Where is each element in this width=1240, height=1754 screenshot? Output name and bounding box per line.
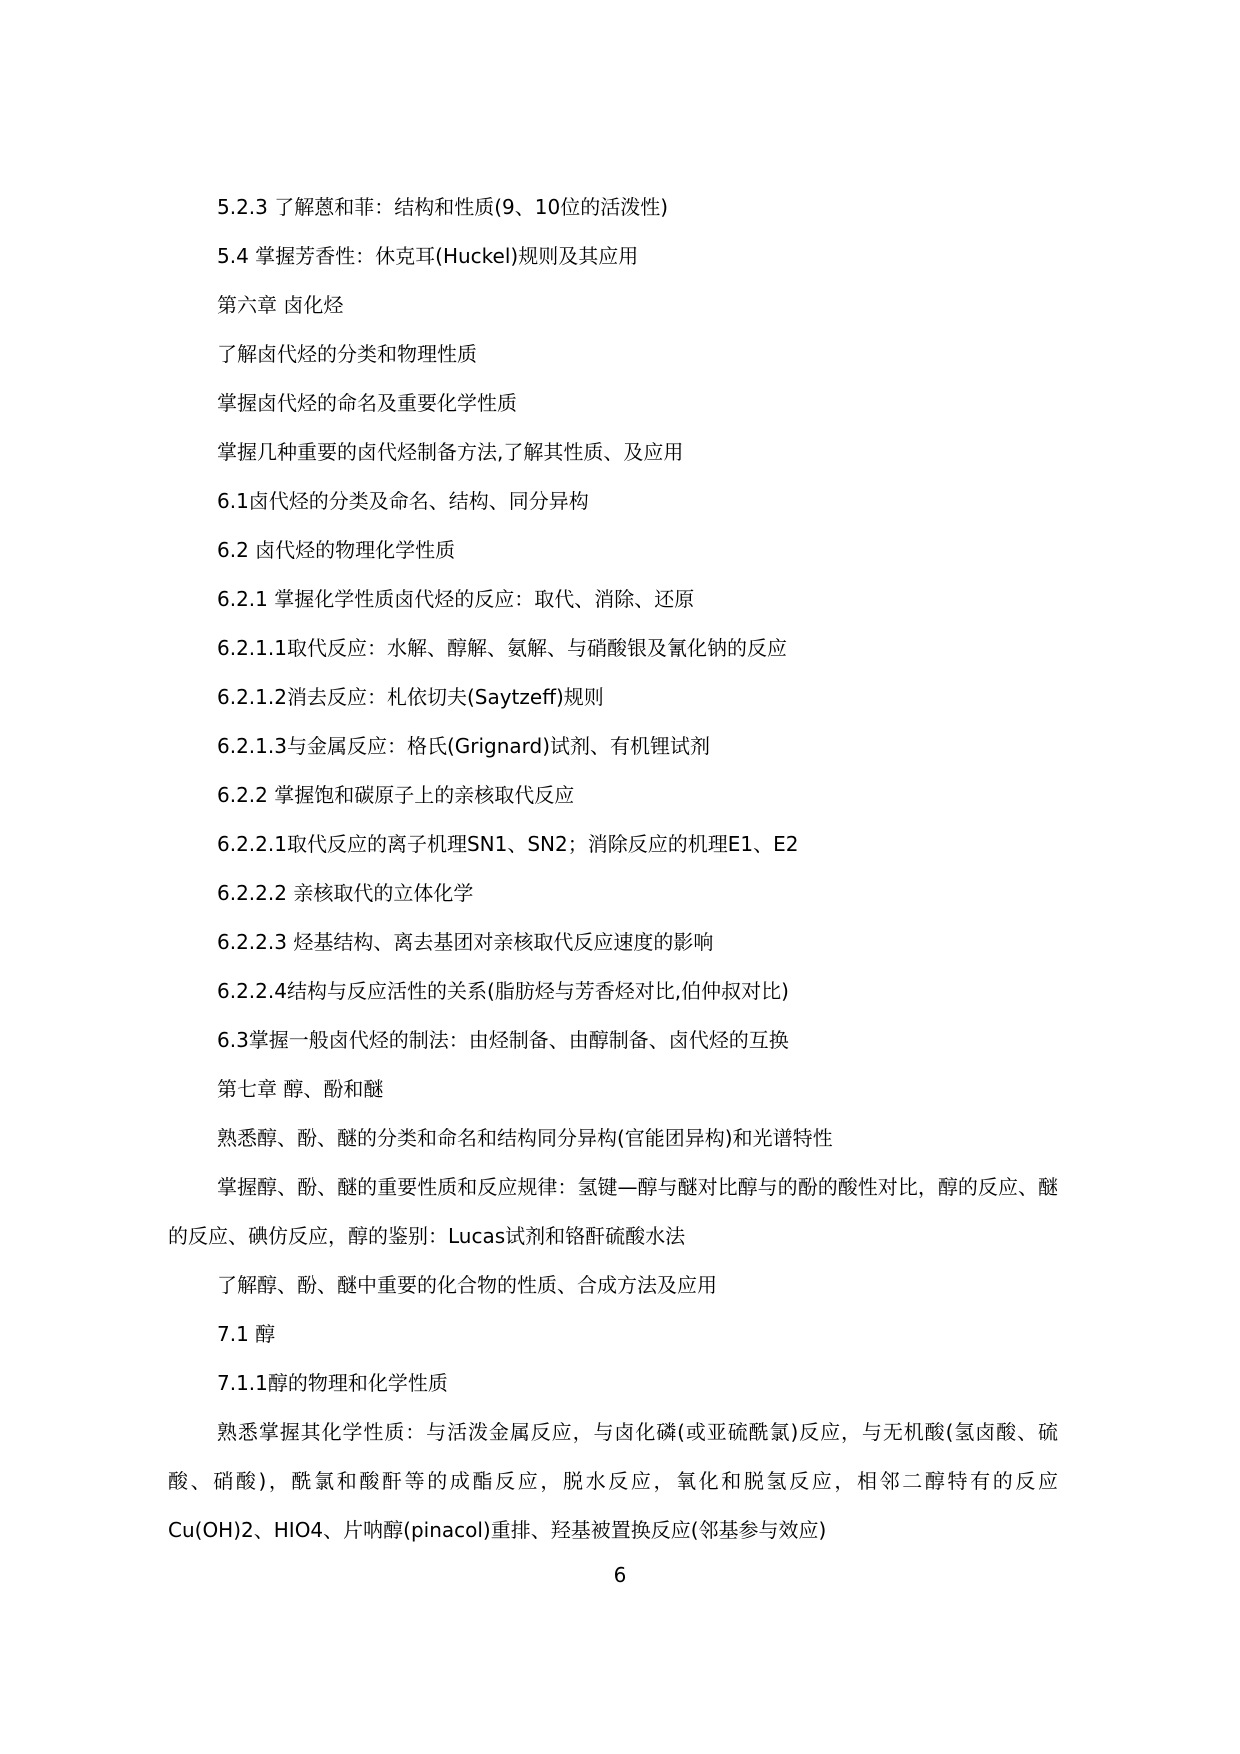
text-line: 了解卤代烃的分类和物理性质	[217, 342, 477, 366]
text-paragraph: 掌握醇、酚、醚的重要性质和反应规律：氢键—醇与醚对比醇与的酚的酸性对比，醇的反应、醚的反应、碘仿反应，醇的鉴别：Lucas试剂和铬酐硫酸水法	[168, 1175, 1058, 1248]
text-line: 6.2.1.2消去反应：札依切夫(Saytzeff)规则	[217, 685, 604, 709]
text-line: 6.2 卤代烃的物理化学性质	[217, 538, 456, 562]
chapter-heading: 第六章 卤化烃	[217, 293, 344, 317]
text-line: 熟悉醇、酚、醚的分类和命名和结构同分异构(官能团异构)和光谱特性	[217, 1126, 833, 1150]
text-line: 6.2.1.1取代反应：水解、醇解、氨解、与硝酸银及氰化钠的反应	[217, 636, 787, 660]
text-line: 6.2.1 掌握化学性质卤代烃的反应：取代、消除、还原	[217, 587, 695, 611]
text-line: 6.2.2.2 亲核取代的立体化学	[217, 881, 474, 905]
text-paragraph: 熟悉掌握其化学性质：与活泼金属反应，与卤化磷(或亚硫酰氯)反应，与无机酸(氢卤酸、硫酸、硝酸)，酰氯和酸酐等的成酯反应，脱水反应，氧化和脱氢反应，相邻二醇特有的反应Cu(OH)2、HIO4、片呐醇(pinacol)重排、羟基被置换反应(邻基参与效应)	[168, 1420, 1058, 1542]
text-line: 6.2.2.4结构与反应活性的关系(脂肪烃与芳香烃对比,伯仲叔对比)	[217, 979, 789, 1003]
page-number: 6	[613, 1563, 627, 1587]
text-line: 6.1卤代烃的分类及命名、结构、同分异构	[217, 489, 589, 513]
document-body	[168, 183, 1058, 1555]
text-line: 了解醇、酚、醚中重要的化合物的性质、合成方法及应用	[217, 1273, 717, 1297]
text-line: 掌握几种重要的卤代烃制备方法,了解其性质、及应用	[217, 440, 684, 464]
chapter-heading: 第七章 醇、酚和醚	[217, 1077, 384, 1101]
text-line: 7.1.1醇的物理和化学性质	[217, 1371, 448, 1395]
text-line: 6.3掌握一般卤代烃的制法：由烃制备、由醇制备、卤代烃的互换	[217, 1028, 789, 1052]
text-line: 6.2.2 掌握饱和碳原子上的亲核取代反应	[217, 783, 575, 807]
text-line: 5.2.3 了解蒽和菲：结构和性质(9、10位的活泼性)	[217, 195, 669, 219]
text-line: 6.2.1.3与金属反应：格氏(Grignard)试剂、有机锂试剂	[217, 734, 711, 758]
text-line: 6.2.2.3 烃基结构、离去基团对亲核取代反应速度的影响	[217, 930, 714, 954]
text-line: 6.2.2.1取代反应的离子机理SN1、SN2；消除反应的机理E1、E2	[217, 832, 799, 856]
text-line: 5.4 掌握芳香性：休克耳(Huckel)规则及其应用	[217, 244, 639, 268]
section-heading: 7.1 醇	[217, 1322, 276, 1346]
text-line: 掌握卤代烃的命名及重要化学性质	[217, 391, 517, 415]
